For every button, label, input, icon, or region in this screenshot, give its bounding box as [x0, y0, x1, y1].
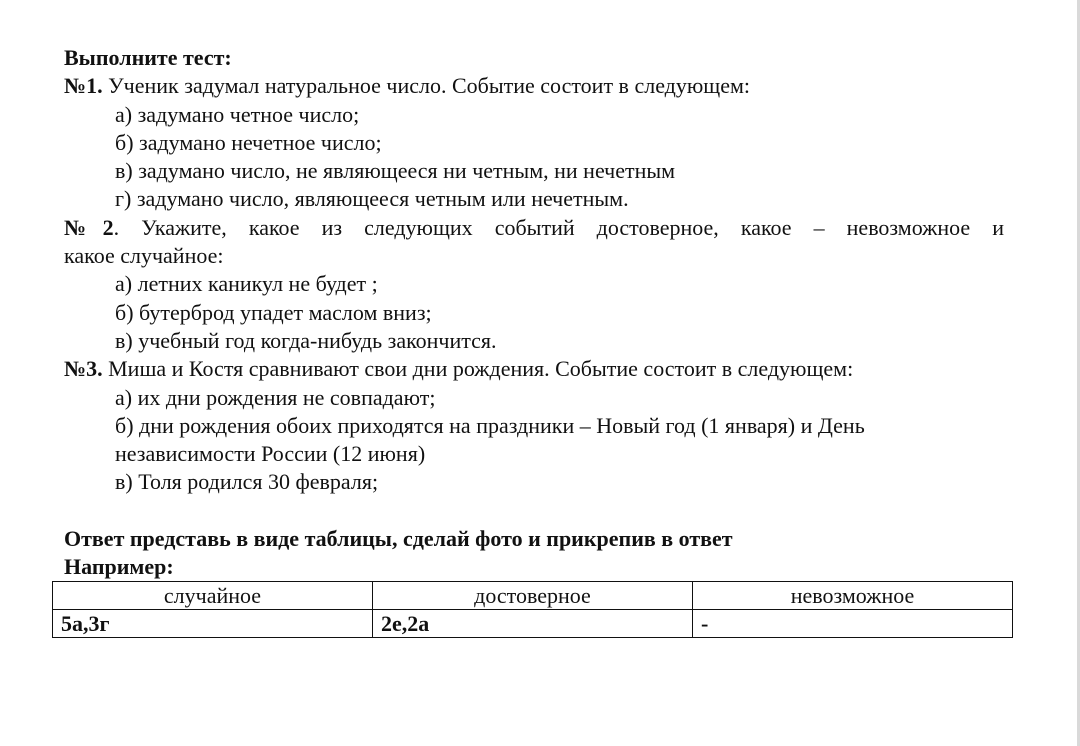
question-3-text: Миша и Костя сравнивают свои дни рождения. Событие состоит в следующем: — [102, 356, 854, 382]
question-3-option-a: а) их дни рождения не совпадают; — [115, 384, 436, 410]
header-certain: достоверное — [373, 582, 693, 610]
cell-certain: 2е,2а — [373, 610, 693, 638]
page-heading: Выполните тест: — [64, 45, 232, 70]
question-2 — [64, 214, 1004, 242]
question-3 — [64, 355, 1004, 383]
question-3-option-b: б) дни рождения обоих приходятся на праздники – Новый год (1 января) и День — [115, 412, 865, 438]
cell-random: 5а,3г — [53, 610, 373, 638]
header-impossible: невозможное — [693, 582, 1013, 610]
question-1 — [64, 72, 1004, 100]
question-2-option-c: в) учебный год когда-нибудь закончится. — [115, 327, 497, 353]
question-3-option-b-continued: независимости России (12 июня) — [115, 441, 426, 467]
question-1-option-b: б) задумано нечетное число; — [115, 129, 382, 155]
question-2-number: №2 — [64, 214, 114, 240]
question-2-text-line1: . Укажите, какое из следующих событий достоверное, какое – невозможное и — [113, 214, 1004, 240]
answer-table-row — [53, 610, 1013, 638]
question-1-text: Ученик задумал натуральное число. Событие состоит в следующем: — [102, 73, 751, 99]
answer-instruction: Ответ представь в виде таблицы, сделай фото и прикрепив в ответ — [64, 525, 733, 551]
question-1-number: №1. — [64, 73, 103, 99]
answer-table-header-row — [53, 582, 1013, 610]
question-2-option-b: б) бутерброд упадет маслом вниз; — [115, 299, 432, 325]
question-1-option-a: а) задумано четное число; — [115, 101, 360, 127]
question-1-option-c: в) задумано число, не являющееся ни четным, ни нечетным — [115, 158, 676, 184]
cell-impossible: - — [693, 610, 1013, 638]
header-random: случайное — [53, 582, 373, 610]
question-2-option-a: а) летних каникул не будет ; — [115, 271, 378, 297]
document-body — [64, 44, 1004, 581]
question-3-option-c: в) Толя родился 30 февраля; — [115, 469, 379, 495]
question-1-option-d: г) задумано число, являющееся четным или нечетным. — [115, 186, 629, 212]
answer-table — [52, 581, 1013, 638]
question-2-text-line2: какое случайное: — [64, 243, 224, 269]
spacer — [64, 497, 1004, 525]
example-label: Например: — [64, 554, 174, 580]
question-3-number: №3. — [64, 356, 103, 382]
